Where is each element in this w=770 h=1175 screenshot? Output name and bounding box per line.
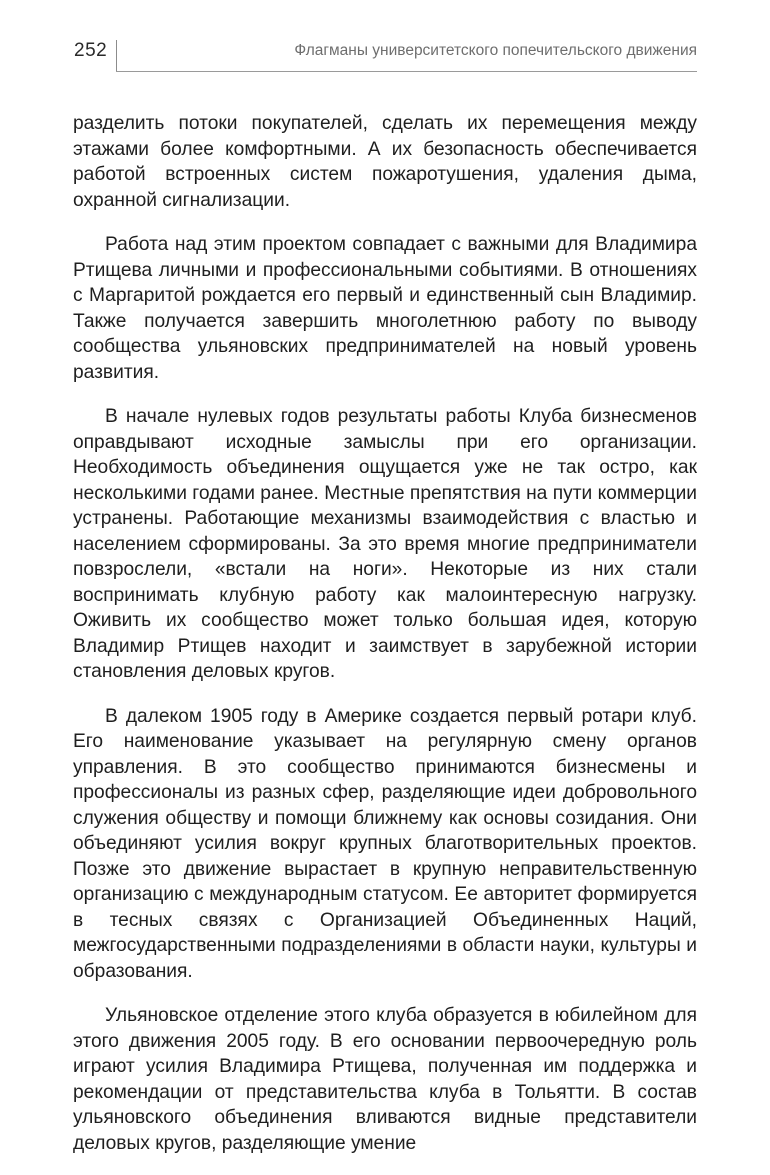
- header-divider-vertical: [116, 40, 117, 72]
- paragraph: Ульяновское отделение этого клуба образуется в юбилейном для этого движения 2005 году. В его основании первоочередную роль играют усилия Владимира Ртищева, полученная им поддержка и рекомендации от представительства клуба в Тольятти. В состав ульяновского объединения вливаются видные представители деловых кругов, разделяющие умение: [73, 1005, 697, 1154]
- paragraph: Работа над этим проектом совпадает с важными для Владимира Ртищева личными и профессиональными событиями. В отношениях с Маргаритой рождается его первый и единственный сын Владимир. Также получается завершить многолетнюю работу по выводу сообщества ульяновских предпринимателей на новый уровень развития.: [73, 234, 697, 383]
- running-title: Флагманы университетского попечительского движения: [294, 42, 697, 59]
- page-number: 252: [74, 40, 108, 61]
- paragraph: В начале нулевых годов результаты работы Клуба бизнесменов оправдывают исходные замыслы при его организации. Необходимость объединения ощущается уже не так остро, как несколькими годами ранее. Местные препятствия на пути коммерции устранены. Работающие механизмы взаимодействия с властью и населением сформированы. За это время многие предприниматели повзрослели, «встали на ноги». Некоторые из них стали воспринимать клубную работу как малоинтересную нагрузку. Оживить их сообщество может только большая идея, которую Владимир Ртищев находит и заимствует в зарубежной истории становления деловых кругов.: [73, 406, 697, 682]
- body-text: [73, 111, 697, 1175]
- header-rule: [116, 71, 697, 72]
- paragraph: В далеком 1905 году в Америке создается первый ротари клуб. Его наименование указывает на регулярную смену органов управления. В это сообщество принимаются бизнесмены и профессионалы из разных сфер, разделяющие идеи добровольного служения обществу и помощи ближнему как основы созидания. Они объединяют усилия вокруг крупных благотворительных проектов. Позже это движение вырастает в крупную неправительственную организацию с международным статусом. Ее авторитет формируется в тесных связях с Организацией Объединенных Наций, межгосударственными подразделениями в области науки, культуры и образования.: [73, 705, 697, 982]
- page-header: [0, 0, 770, 76]
- paragraph: разделить потоки покупателей, сделать их перемещения между этажами более комфортными. А их безопасность обеспечивается работой встроенных систем пожаротушения, удаления дыма, охранной сигнализации.: [73, 113, 697, 211]
